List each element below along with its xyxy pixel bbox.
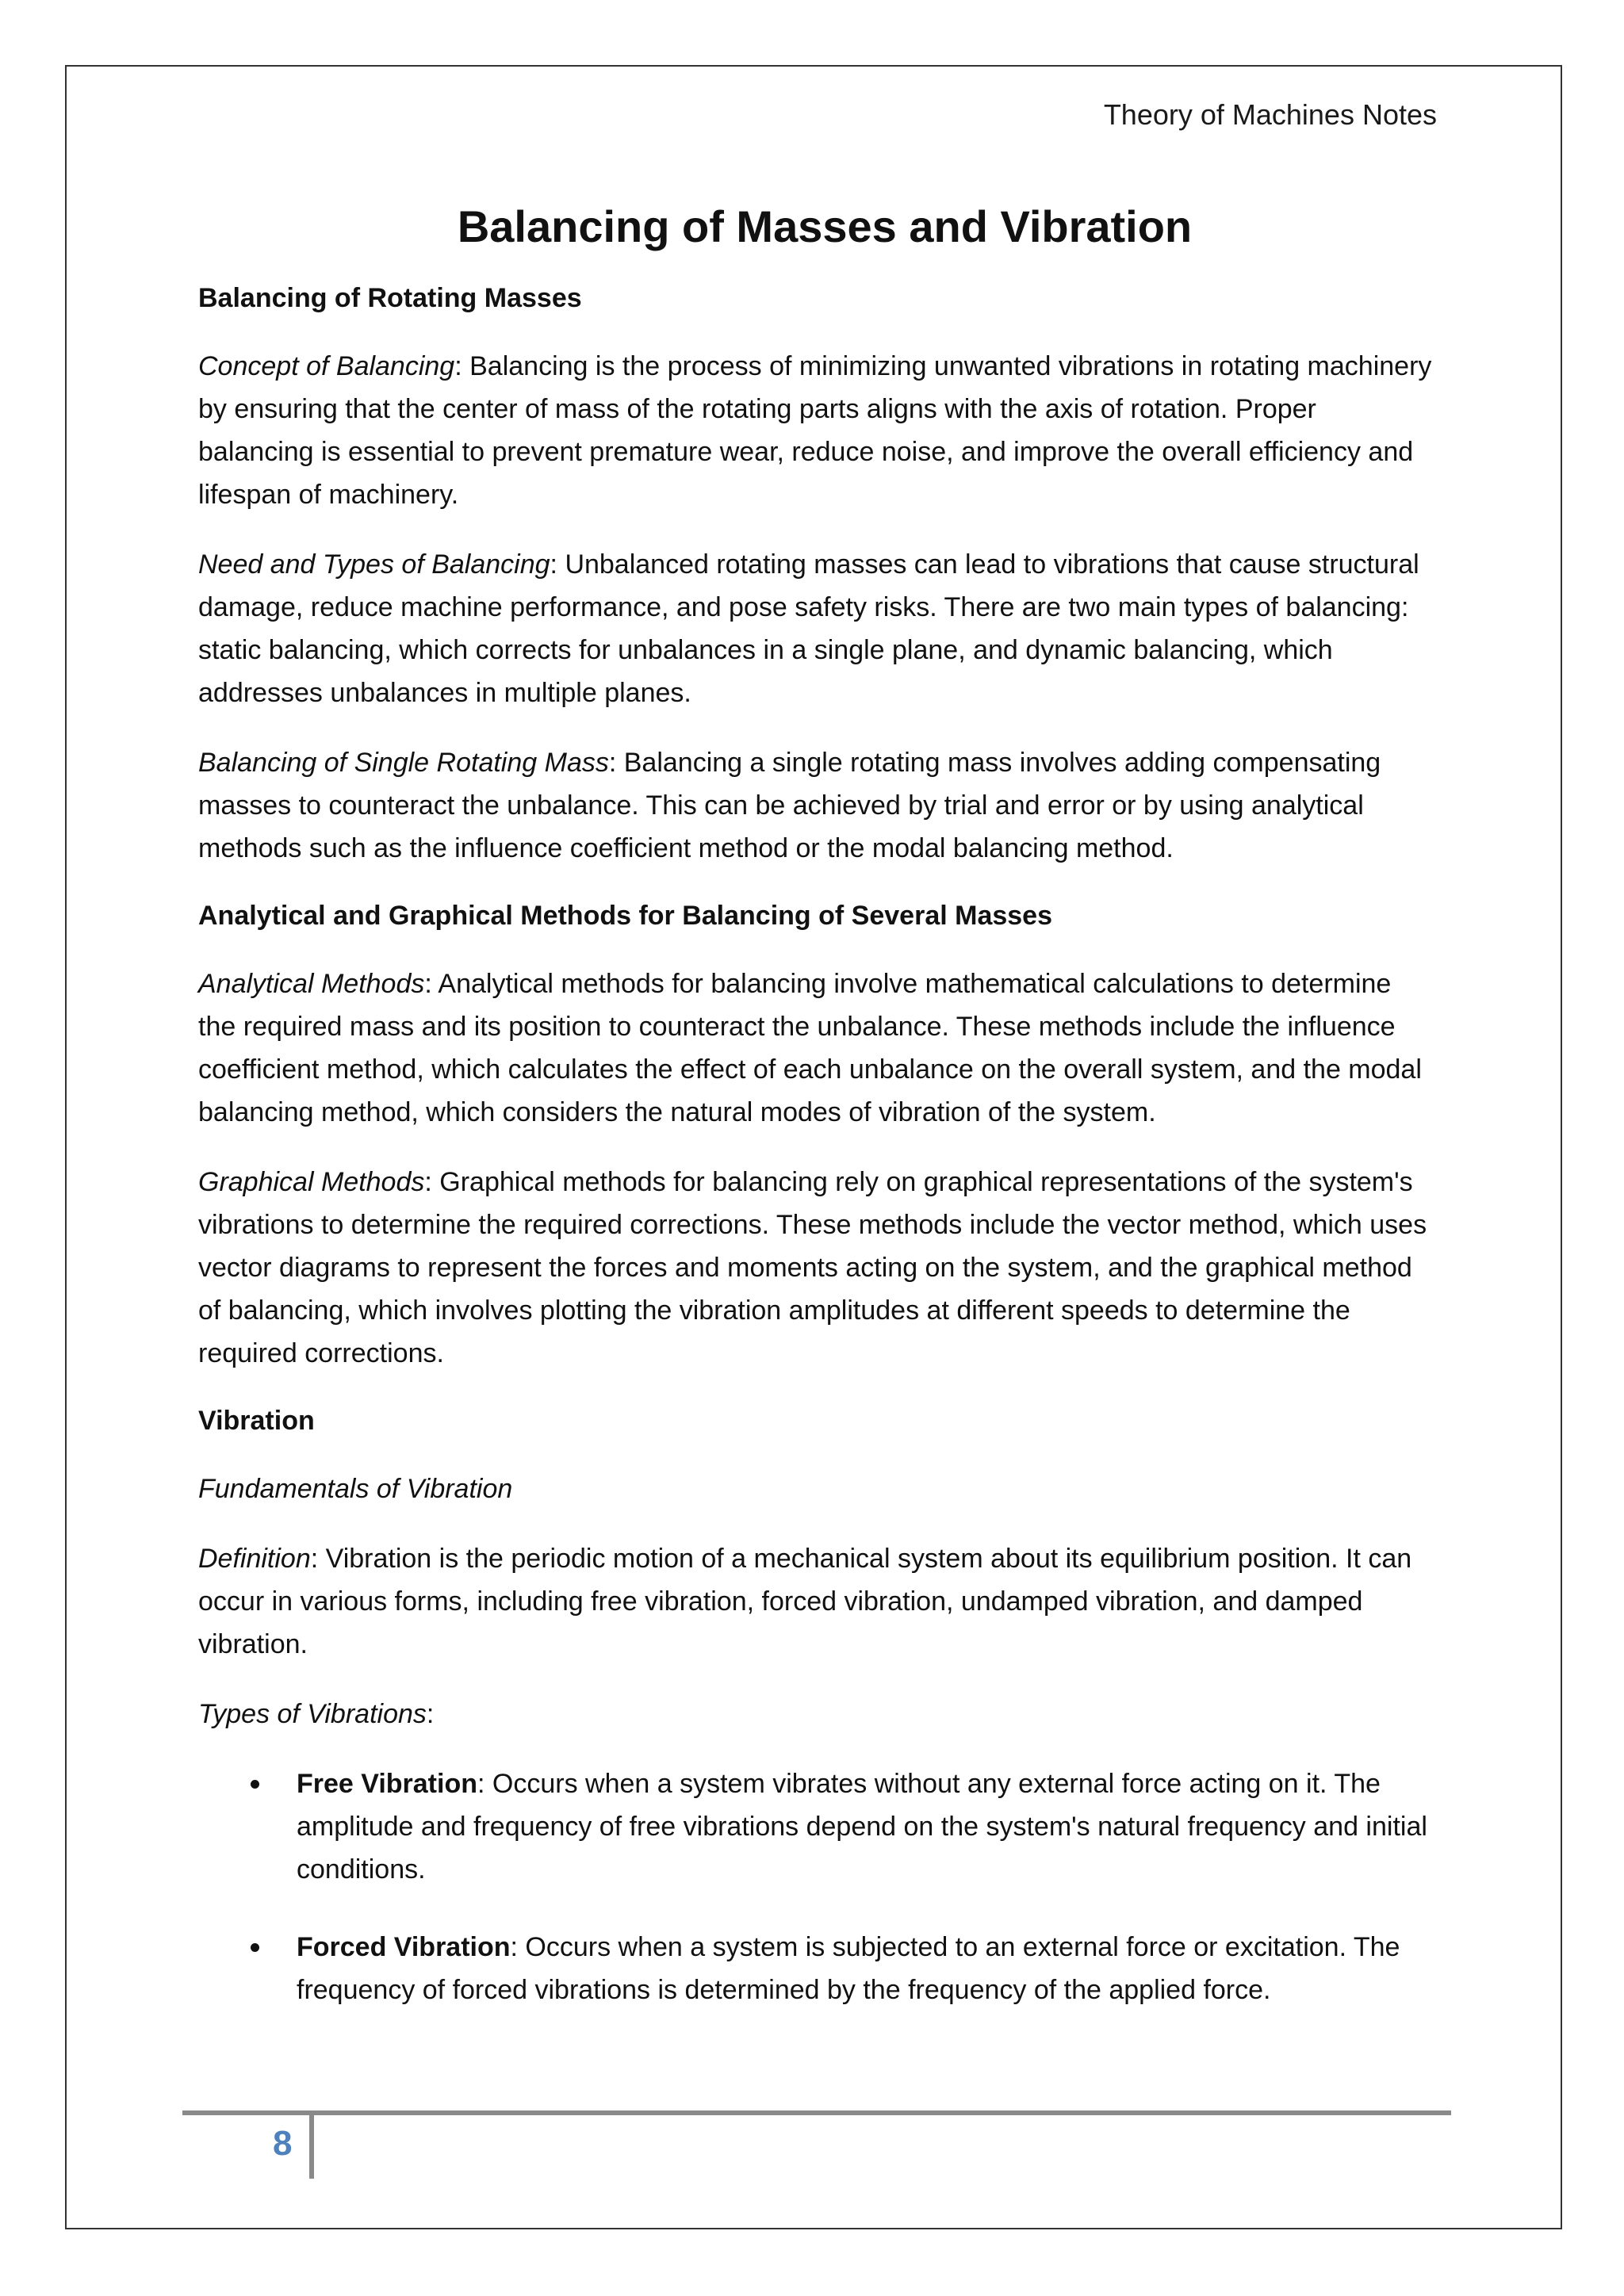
term-analytical-methods: Analytical Methods: [198, 969, 425, 999]
section-heading-vibration: Vibration: [198, 1406, 315, 1436]
list-item-text: : Occurs when a system vibrates without any external force acting on it. The amplitude and frequency of free vibrations depend on the system's natural frequency and initial conditions.: [297, 1769, 1427, 1885]
bullet-list-vibration-types: [198, 1762, 1435, 2011]
paragraph-text: : Vibration is the periodic motion of a mechanical system about its equilibrium position. It can occur in various forms, including free vibration, forced vibration, undamped vibration, and damped vibration.: [198, 1544, 1412, 1659]
paragraph-definition: [198, 1537, 1435, 1666]
page-number: 8: [273, 2124, 293, 2163]
paragraph-text: :: [426, 1699, 435, 1729]
document-body: [198, 197, 1435, 2046]
term-types-of-vibrations: Types of Vibrations: [198, 1699, 427, 1729]
paragraph-text: : Analytical methods for balancing involve mathematical calculations to determine the required mass and its position to counteract the unbalance. These methods include the influence coefficient method, which calculates the effect of each unbalance on the overall system, and the modal balancing method, which considers the natural modes of vibration of the system.: [198, 969, 1422, 1127]
term-graphical-methods: Graphical Methods: [198, 1167, 425, 1197]
paragraph-analytical-methods: [198, 962, 1435, 1134]
list-item: [198, 1762, 1435, 1891]
term-need-and-types: Need and Types of Balancing: [198, 549, 550, 580]
paragraph-text: : Unbalanced rotating masses can lead to vibrations that cause structural damage, reduce machine performance, and pose safety risks. There are two main types of balancing: static balancing, which corrects for unbalances in a single plane, and dynamic balancing, which addresses unbalances in multiple planes.: [198, 549, 1419, 708]
footer-rule: [182, 2110, 1451, 2115]
running-header: Theory of Machines Notes: [1103, 98, 1437, 131]
term-forced-vibration: Forced Vibration: [297, 1932, 511, 1962]
paragraph-concept-of-balancing: [198, 345, 1435, 516]
paragraph-need-and-types: [198, 543, 1435, 714]
page-title: Balancing of Masses and Vibration: [457, 201, 1193, 251]
paragraph-graphical-methods: [198, 1161, 1435, 1375]
paragraph-text: : Balancing a single rotating mass involves adding compensating masses to counteract the unbalance. This can be achieved by trial and error or by using analytical methods such as the influence coefficient method or the modal balancing method.: [198, 748, 1381, 863]
term-single-rotating-mass: Balancing of Single Rotating Mass: [198, 748, 609, 778]
list-item-text: : Occurs when a system is subjected to an external force or excitation. The frequency of forced vibrations is determined by the frequency of the applied force.: [297, 1932, 1400, 2005]
section-heading-rotating-masses: Balancing of Rotating Masses: [198, 283, 582, 313]
footer-divider: [309, 2115, 314, 2179]
paragraph-single-rotating-mass: [198, 741, 1435, 870]
bullet-icon: [251, 1943, 259, 1952]
paragraph-types-of-vibrations: [198, 1693, 1435, 1735]
paragraph-text: : Balancing is the process of minimizing unwanted vibrations in rotating machinery by ensuring that the center of mass of the rotating parts aligns with the axis of rotation. Proper balancing is essential to prevent premature wear, reduce noise, and improve the overall efficiency and lifespan of machinery.: [198, 351, 1432, 510]
bullet-icon: [251, 1780, 259, 1789]
term-concept-of-balancing: Concept of Balancing: [198, 351, 455, 381]
list-item: [198, 1926, 1435, 2011]
section-heading-methods: Analytical and Graphical Methods for Balancing of Several Masses: [198, 901, 1052, 931]
term-definition: Definition: [198, 1544, 311, 1574]
paragraph-text: : Graphical methods for balancing rely on graphical representations of the system's vibrations to determine the required corrections. These methods include the vector method, which uses vector diagrams to represent the forces and moments acting on the system, and the graphical method of balancing, which involves plotting the vibration amplitudes at different speeds to determine the required corrections.: [198, 1167, 1427, 1368]
subheading-fundamentals: Fundamentals of Vibration: [198, 1474, 513, 1504]
term-free-vibration: Free Vibration: [297, 1769, 477, 1799]
